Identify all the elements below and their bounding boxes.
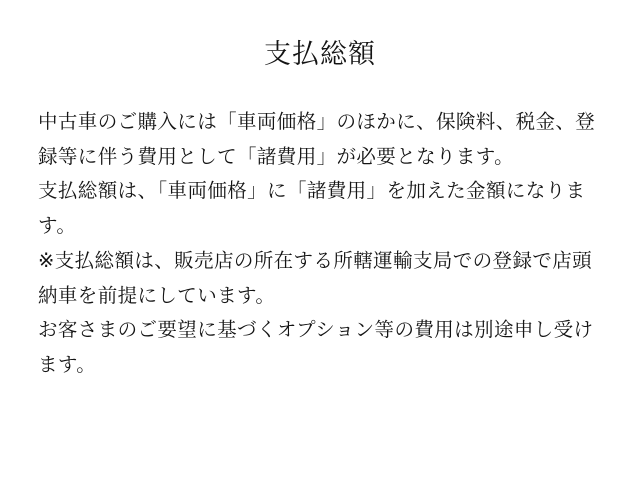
paragraph-1: 中古車のご購入には「車両価格」のほかに、保険料、税金、登録等に伴う費用として「諸費用」が必要となります。: [38, 110, 596, 168]
paragraph-4: お客さまのご要望に基づくオプション等の費用は別途申し受けます。: [38, 318, 594, 376]
document-body: [0, 71, 640, 383]
footer-spacer: [0, 383, 640, 423]
paragraph-3: ※支払総額は、販売店の所在する所轄運輸支局での登録で店頭納車を前提にしています。: [38, 248, 593, 307]
paragraph-2: 支払総額は、「車両価格」に「諸費用」を加えた金額になります。: [38, 179, 586, 238]
page-title: 支払総額: [264, 39, 376, 70]
